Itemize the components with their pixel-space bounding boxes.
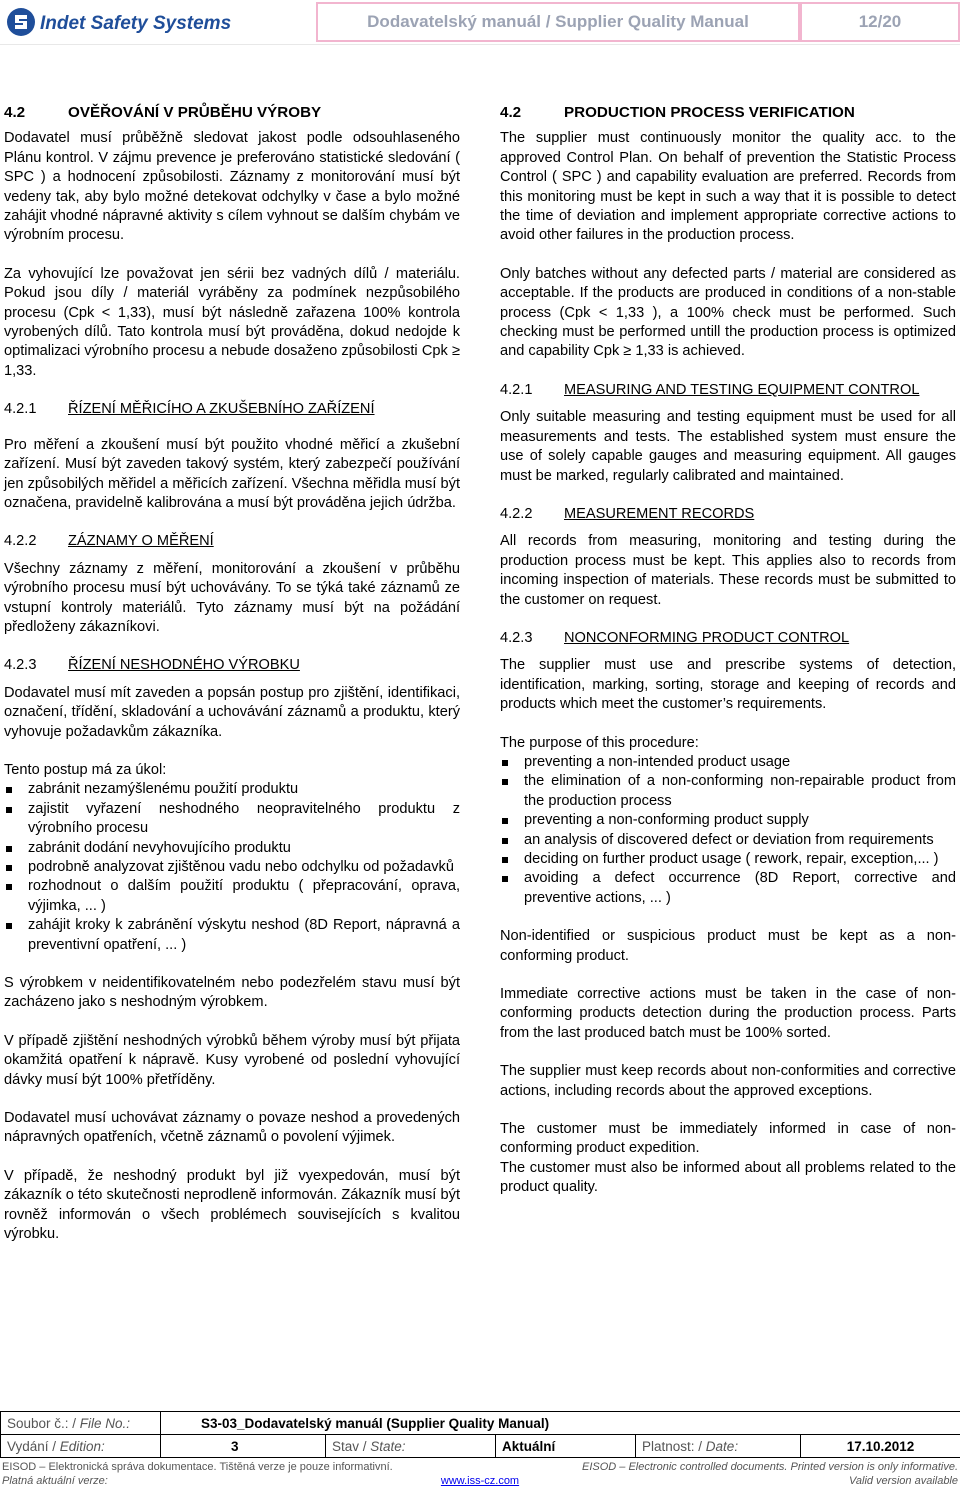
subsection-number: 4.2.3 xyxy=(4,657,37,674)
list-item: the elimination of a non-conforming non-repairable product from the production process xyxy=(500,772,956,811)
date-value: 17.10.2012 xyxy=(801,1435,960,1458)
bullet-icon xyxy=(6,787,12,793)
note-czech: EISOD – Elektronická správa dokumentace. Tištěná verze je pouze informativní. xyxy=(2,1461,393,1473)
subsection-heading xyxy=(500,505,956,524)
page-footer xyxy=(0,1411,960,1488)
header-divider xyxy=(0,44,960,45)
paragraph: Dodavatel musí průběžně sledovat jakost podle odsouhlaseného Plánu kontrol. V zájmu prevence je preferováno statistické sledování ( SPC ) a hodnocení způsobilosti. Záznamy z monitorování musí být vedeny tak, aby bylo možné detekovat odchylky v čase a bylo možné zahájit vhodné nápravné aktivity s cílem vyhnout se dalším chybám ve výrobním procesu. xyxy=(4,130,460,244)
paragraph: V případě zjištění neshodných výrobků během výroby musí být přijata okamžitá opatření k nápravě. Kusy vyrobené od poslední vyhovující dávky musí být 100% přetříděny. xyxy=(4,1032,460,1088)
bullet-icon xyxy=(502,818,508,824)
footer-notes xyxy=(0,1460,960,1474)
list-item: podrobně analyzovat zjištěnou vadu nebo odchylku od požadavků xyxy=(4,858,460,877)
paragraph: Immediate corrective actions must be taken in the case of non-conforming products detection during the production process. Parts from the last produced batch must be 100% sorted. xyxy=(500,986,956,1041)
bullet-icon xyxy=(6,923,12,929)
paragraph: The supplier must keep records about non-conformities and corrective actions, including records about the approved exceptions. xyxy=(500,1063,956,1099)
paragraph: Dodavatel musí uchovávat záznamy o povaze neshod a provedených nápravných opatřeních, včetně záznamů o povolení výjimek. xyxy=(4,1110,460,1146)
subsection-number: 4.2.1 xyxy=(4,401,37,418)
bullet-icon xyxy=(6,807,12,813)
bullet-list xyxy=(4,780,460,955)
subsection-number: 4.2.2 xyxy=(4,533,37,550)
list-item: avoiding a defect occurrence (8D Report, corrective and preventive actions, ... ) xyxy=(500,869,956,908)
subsection-title: MEASUREMENT RECORDS xyxy=(564,505,755,522)
paragraph: Only batches without any defected parts / material are considered as acceptable. If the products are produced in conditions of a non-stable process (Cpk < 1,33 ), a 100% check must be performed. Such checking must be performed untill the production process is optimized and capability Cpk ≥ 1,33 is achieved. xyxy=(500,265,956,360)
file-value: S3-03_Dodavatelský manuál (Supplier Quality Manual) xyxy=(161,1412,960,1435)
paragraph: The supplier must continuously monitor the quality acc. to the approved Control Plan. On behalf of prevention the Statistic Process Control ( SPC ) and capability evaluation are preferred. Records from this monitoring must be kept in such a way that it is possible to detect the time of deviation and implement appropriate corrective actions to avoid other failures in the production process. xyxy=(500,130,956,244)
page-number: 12/20 xyxy=(800,2,960,42)
section-title: PRODUCTION PROCESS VERIFICATION xyxy=(564,104,855,121)
section-heading xyxy=(500,103,956,122)
list-item: zajistit vyřazení neshodného neopravitelného produktu z výrobního procesu xyxy=(4,800,460,839)
subsection-heading xyxy=(500,381,956,400)
logo-text: Indet Safety Systems xyxy=(40,13,232,34)
subsection-heading xyxy=(500,629,956,648)
bullet-icon xyxy=(6,865,12,871)
bullet-icon xyxy=(502,838,508,844)
subsection-number: 4.2.3 xyxy=(500,629,533,646)
paragraph: The customer must be immediately informed in case of non-conforming product expedition. xyxy=(500,1121,956,1157)
edition-value: 3 xyxy=(161,1435,326,1458)
list-item: preventing a non-conforming product supply xyxy=(500,811,956,830)
valid-label-english: Valid version available xyxy=(848,1475,958,1487)
valid-label-czech: Platná aktuální verze: xyxy=(2,1475,108,1487)
subsection-title: ŘÍZENÍ NESHODNÉHO VÝROBKU xyxy=(68,657,300,674)
note-english: EISOD – Electronic controlled documents. Printed version is only informative. xyxy=(582,1461,958,1473)
bullet-icon xyxy=(502,760,508,766)
list-item: zabránit nezamýšlenému použití produktu xyxy=(4,780,460,799)
czech-column xyxy=(4,103,460,1264)
state-value: Aktuální xyxy=(496,1435,636,1458)
bullet-icon xyxy=(502,857,508,863)
subsection-heading xyxy=(4,400,460,419)
paragraph: Všechny záznamy z měření, monitorování a zkoušení v průběhu výrobního procesu musí být uchovávány. To se týká také záznamů ze vstupní kontroly materiálů. Tyto záznamy musí být na požádání předloženy zákazníkovi. xyxy=(4,560,460,635)
subsection-heading xyxy=(4,532,460,551)
paragraph: S výrobkem v neidentifikovatelném nebo podezřelém stavu musí být zacházeno jako s neshodným výrobkem. xyxy=(4,975,460,1011)
section-title: OVĚŘOVÁNÍ V PRŮBĚHU VÝROBY xyxy=(68,104,322,121)
bullet-icon xyxy=(6,884,12,890)
paragraph: The supplier must use and prescribe systems of detection, identification, marking, sorting, storage and keeping of records and products which meet the customer’s requirements. xyxy=(500,657,956,713)
list-item: zahájit kroky k zabránění výskytu neshod (8D Report, nápravná a preventivní opatření, ... ) xyxy=(4,916,460,955)
page-header xyxy=(0,0,960,44)
list-item: preventing a non-intended product usage xyxy=(500,753,956,772)
subsection-number: 4.2.2 xyxy=(500,505,533,522)
footer-validity xyxy=(0,1474,960,1488)
paragraph: Non-identified or suspicious product must be kept as a non-conforming product. xyxy=(500,928,956,964)
paragraph: The purpose of this procedure: xyxy=(500,734,699,751)
subsection-title: ZÁZNAMY O MĚŘENÍ xyxy=(68,533,214,550)
list-item: an analysis of discovered defect or deviation from requirements xyxy=(500,831,956,850)
bullet-list xyxy=(500,753,956,908)
paragraph: Dodavatel musí mít zaveden a popsán postup pro zjištění, identifikaci, označení, třídění, skladování a uchovávání záznamů a produktu, který vyhovuje požadavkům zákazníka. xyxy=(4,684,460,740)
bullet-icon xyxy=(502,876,508,882)
bullet-icon xyxy=(502,779,508,785)
paragraph: Tento postup má za úkol: xyxy=(4,761,167,778)
paragraph: Only suitable measuring and testing equipment must be used for all measurements and tests. The established system must ensure the use of solely capable gauges and measuring equipment. All gauges must be marked, regularly calibrated and maintained. xyxy=(500,409,956,484)
subsection-title: NONCONFORMING PRODUCT CONTROL xyxy=(564,629,850,646)
company-logo xyxy=(6,6,232,38)
section-number: 4.2 xyxy=(4,104,26,121)
subsection-number: 4.2.1 xyxy=(500,381,533,398)
file-label: Soubor č.: / File No.: xyxy=(1,1412,161,1435)
section-heading xyxy=(4,103,460,122)
list-item: zabránit dodání nevyhovujícího produktu xyxy=(4,839,460,858)
subsection-title: MEASURING AND TESTING EQUIPMENT CONTROL xyxy=(564,381,920,398)
english-column xyxy=(500,103,956,1217)
website-link[interactable]: www.iss-cz.com xyxy=(440,1475,520,1487)
paragraph: V případě, že neshodný produkt byl již vyexpedován, musí být zákazník o této skutečnosti neprodleně informován. Zákazník musí být rovněž informován o všech problémech souvisejících s kvalitou výrobku. xyxy=(4,1167,460,1243)
paragraph: Za vyhovující lze považovat jen sérii bez vadných dílů / materiálu. Pokud jsou díly / materiál vyráběny za podmínek nezpůsobilého procesu (Cpk < 1,33), musí být následně zařazena 100% kontrola vyrobených dílů. Tato kontrola musí být prováděna, dokud nedojde k optimalizaci výrobního procesu a nebude dosaženo způsobilosti Cpk ≥ 1,33. xyxy=(4,265,460,379)
paragraph: Pro měření a zkoušení musí být použito vhodné měřicí a zkušební zařízení. Musí být zaveden takový systém, který zabezpečí používání jen způsobilých měřidel a měřicích zařízení. Všechna měřidla musí být označena, pravidelně kalibrována a musí být prováděna jejich údržba. xyxy=(4,436,460,511)
subsection-title: ŘÍZENÍ MĚŘICÍHO A ZKUŠEBNÍHO ZAŘÍZENÍ xyxy=(68,401,375,418)
list-item: deciding on further product usage ( rework, repair, exception,... ) xyxy=(500,850,956,869)
state-label: Stav / State: xyxy=(326,1435,496,1458)
edition-label: Vydání / Edition: xyxy=(1,1435,161,1458)
paragraph: The customer must also be informed about all problems related to the product quality. xyxy=(500,1159,956,1196)
paragraph: All records from measuring, monitoring and testing during the production process must be kept. This applies also to records from incoming inspection of materials. These records must be submitted to the customer on request. xyxy=(500,533,956,608)
header-title: Dodavatelský manuál / Supplier Quality Manual xyxy=(316,2,800,42)
section-number: 4.2 xyxy=(500,104,522,121)
bullet-icon xyxy=(6,846,12,852)
logo-area xyxy=(0,0,238,44)
subsection-heading xyxy=(4,656,460,675)
document-info-table xyxy=(0,1411,960,1458)
date-label: Platnost: / Date: xyxy=(636,1435,801,1458)
list-item: rozhodnout o dalším použití produktu ( přepracování, oprava, výjimka, ... ) xyxy=(4,877,460,916)
